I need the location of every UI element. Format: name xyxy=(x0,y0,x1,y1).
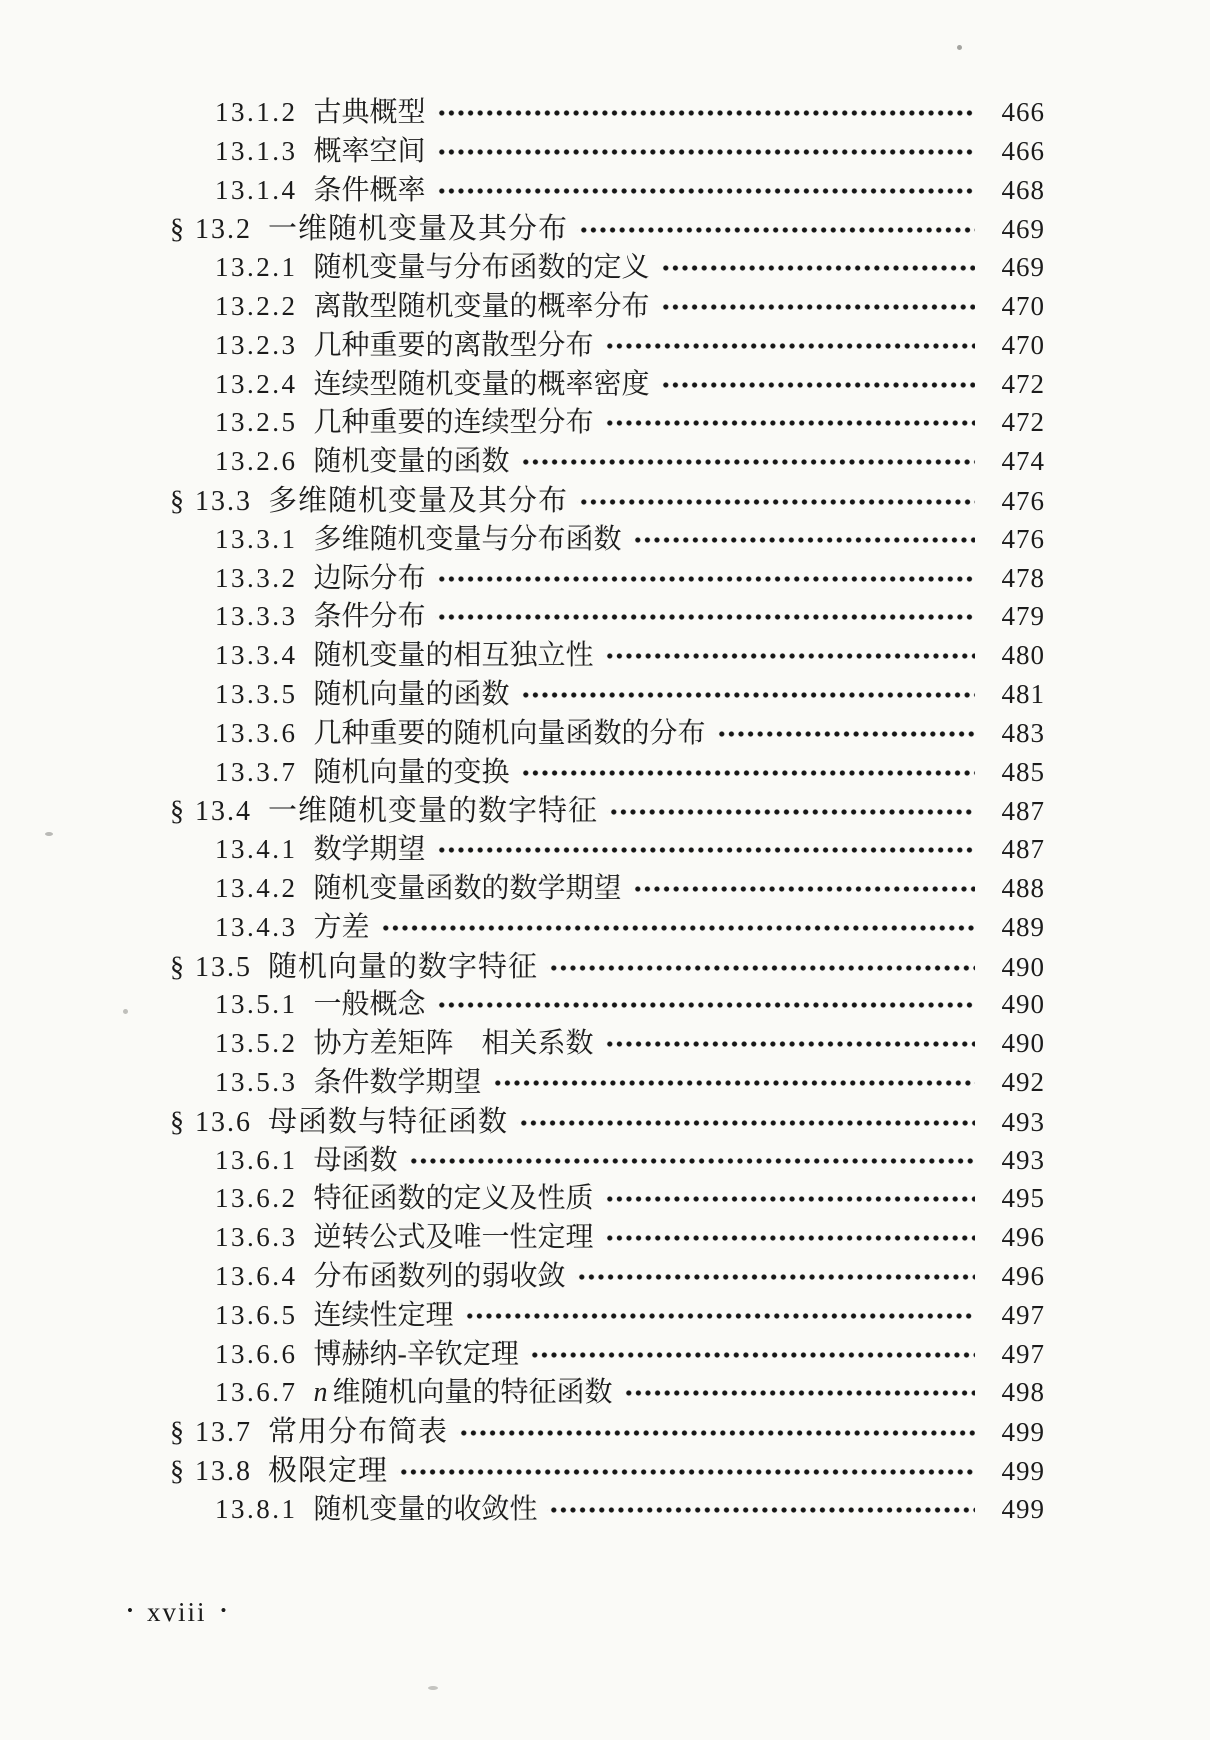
dot-leader xyxy=(577,494,975,510)
toc-entry xyxy=(0,1021,1045,1060)
dot-leader xyxy=(547,960,975,976)
toc-entry-number: 13.2.5 xyxy=(215,407,298,438)
toc-entry xyxy=(0,517,1045,556)
toc-entry xyxy=(0,672,1045,711)
toc-entry-title: 多维随机变量与分布函数 xyxy=(313,523,622,555)
toc-entry-number: 13.6.6 xyxy=(215,1338,298,1369)
toc-entry xyxy=(0,1293,1045,1332)
toc-entry-number: 13.3.4 xyxy=(215,640,298,671)
footer-left-bullet-icon: • xyxy=(127,1600,133,1620)
dot-leader xyxy=(603,648,975,664)
toc-entry-title: 数学期望 xyxy=(313,834,426,866)
toc-entry-number: 13.1.4 xyxy=(215,174,298,205)
toc-entry-page: 499 xyxy=(1001,1417,1045,1448)
toc-entry xyxy=(0,400,1045,439)
toc-entry-title: 几种重要的随机向量函数的分布 xyxy=(313,717,706,749)
toc-entry-number: 13.6.7 xyxy=(215,1377,298,1408)
toc-entry-title: 条件概率 xyxy=(313,174,426,206)
toc-entry-title: 常用分布简表 xyxy=(268,1416,449,1449)
dot-leader xyxy=(435,842,975,858)
toc-entry-page: 476 xyxy=(1001,523,1045,554)
toc-entry xyxy=(0,711,1045,750)
toc-entry-title: 随机变量函数的数学期望 xyxy=(313,872,622,904)
dot-leader xyxy=(575,1269,975,1285)
toc-entry-title: 母函数与特征函数 xyxy=(268,1105,509,1138)
dot-leader xyxy=(603,1230,975,1246)
toc-entry-page: 468 xyxy=(1001,174,1045,205)
toc-entry-page: 472 xyxy=(1001,407,1045,438)
toc-entry-page: 497 xyxy=(1001,1338,1045,1369)
toc-entry-title: 条件分布 xyxy=(313,601,426,633)
dot-leader xyxy=(603,1191,975,1207)
toc-entry-page: 499 xyxy=(1001,1493,1045,1524)
dot-leader xyxy=(407,1153,975,1169)
toc-entry-title: 逆转公式及唯一性定理 xyxy=(313,1222,594,1254)
toc-entry-number: 13.2.4 xyxy=(215,368,298,399)
dot-leader xyxy=(547,1502,975,1518)
toc-entry-page: 481 xyxy=(1001,678,1045,709)
toc-entry-title: 连续性定理 xyxy=(313,1299,454,1331)
toc-entry-title: 随机向量的函数 xyxy=(313,678,510,710)
dot-leader xyxy=(517,1115,975,1131)
dot-leader xyxy=(463,1308,975,1324)
dot-leader xyxy=(577,222,975,238)
dot-leader xyxy=(519,454,975,470)
toc-entry-title: 协方差矩阵 相关系数 xyxy=(313,1028,594,1060)
toc-entry-page: 472 xyxy=(1001,368,1045,399)
toc-entry-number: 13.4.2 xyxy=(215,872,298,903)
toc-entry xyxy=(0,1487,1045,1526)
toc-entry xyxy=(0,827,1045,866)
toc-entry xyxy=(0,1060,1045,1099)
italic-variable: n xyxy=(313,1377,328,1409)
dot-leader xyxy=(659,260,975,276)
toc-entry-title: 离散型随机变量的概率分布 xyxy=(313,290,650,322)
scan-speck xyxy=(957,45,962,50)
dot-leader xyxy=(435,183,975,199)
toc-entry-page: 466 xyxy=(1001,135,1045,166)
toc-entry-page: 496 xyxy=(1001,1222,1045,1253)
dot-leader xyxy=(659,299,975,315)
toc-entry xyxy=(0,982,1045,1021)
toc-entry xyxy=(0,944,1045,983)
toc-entry-number: § 13.5 xyxy=(170,951,252,983)
toc-entry-title: 边际分布 xyxy=(313,562,426,594)
toc-entry xyxy=(0,788,1045,827)
toc-entry-number: 13.1.3 xyxy=(215,135,298,166)
toc-entry xyxy=(0,206,1045,245)
footer-page-number: xviii xyxy=(146,1597,207,1627)
toc-entry-title: 母函数 xyxy=(313,1144,398,1176)
toc-entry-number: 13.6.1 xyxy=(215,1144,298,1175)
toc-entry-title: 方差 xyxy=(313,911,370,943)
dot-leader xyxy=(491,1075,975,1091)
toc-entry-page: 480 xyxy=(1001,640,1045,671)
toc-entry-title: 一般概念 xyxy=(313,989,426,1021)
scan-speck xyxy=(123,1009,128,1014)
toc-entry-title: 随机变量的收敛性 xyxy=(313,1493,538,1525)
toc-entry-number: 13.6.4 xyxy=(215,1260,298,1291)
toc-entry-number: 13.3.3 xyxy=(215,601,298,632)
toc-entry-page: 476 xyxy=(1001,485,1045,516)
toc-entry xyxy=(0,633,1045,672)
toc-entry-number: 13.3.7 xyxy=(215,756,298,787)
dot-leader xyxy=(603,338,975,354)
dot-leader xyxy=(631,881,975,897)
toc-entry-title: 极限定理 xyxy=(268,1454,389,1487)
toc-entry-number: 13.6.2 xyxy=(215,1183,298,1214)
toc-entry-number: 13.2.3 xyxy=(215,329,298,360)
toc-entry-page: 470 xyxy=(1001,290,1045,321)
toc-entry-number: 13.3.5 xyxy=(215,678,298,709)
toc-entry-title: 随机变量与分布函数的定义 xyxy=(313,252,650,284)
toc-entry-page: 499 xyxy=(1001,1455,1045,1486)
dot-leader xyxy=(715,726,975,742)
toc-entry-number: 13.2.2 xyxy=(215,290,298,321)
toc-entry xyxy=(0,323,1045,362)
toc-entry xyxy=(0,129,1045,168)
toc-entry-page: 490 xyxy=(1001,1028,1045,1059)
toc-entry-title: 一维随机变量的数字特征 xyxy=(268,795,599,828)
toc-entry-page: 469 xyxy=(1001,252,1045,283)
scan-speck xyxy=(45,832,53,836)
toc-entry-number: 13.5.1 xyxy=(215,989,298,1020)
toc-entry-title: 分布函数列的弱收敛 xyxy=(313,1260,566,1292)
dot-leader xyxy=(603,415,975,431)
toc-entry-page: 489 xyxy=(1001,911,1045,942)
toc-entry xyxy=(0,1332,1045,1371)
toc-entry-page: 469 xyxy=(1001,214,1045,245)
toc-entry-title: 概率空间 xyxy=(313,135,426,167)
dot-leader xyxy=(435,144,975,160)
toc-entry xyxy=(0,1138,1045,1177)
dot-leader xyxy=(397,1464,975,1480)
toc-entry-page: 488 xyxy=(1001,872,1045,903)
toc-entry xyxy=(0,594,1045,633)
toc-entry-page: 490 xyxy=(1001,989,1045,1020)
toc-entry-number: § 13.6 xyxy=(170,1106,252,1138)
toc-entry-page: 474 xyxy=(1001,446,1045,477)
toc-entry-number: 13.2.1 xyxy=(215,252,298,283)
toc-entry-page: 485 xyxy=(1001,756,1045,787)
toc-entry xyxy=(0,284,1045,323)
toc-entry xyxy=(0,1099,1045,1138)
toc-entry-number: § 13.2 xyxy=(170,214,252,246)
toc-entry-title: 条件数学期望 xyxy=(313,1066,482,1098)
dot-leader xyxy=(379,920,975,936)
toc-entry-page: 490 xyxy=(1001,951,1045,982)
toc-entry-title: 几种重要的离散型分布 xyxy=(313,329,594,361)
dot-leader xyxy=(519,687,975,703)
toc-entry-title: 特征函数的定义及性质 xyxy=(313,1183,594,1215)
toc-entry-title: 随机变量的相互独立性 xyxy=(313,640,594,672)
toc-entry xyxy=(0,90,1045,129)
toc-entry xyxy=(0,1254,1045,1293)
toc-entry-title: 几种重要的连续型分布 xyxy=(313,407,594,439)
toc-entry-page: 497 xyxy=(1001,1299,1045,1330)
toc-entry xyxy=(0,866,1045,905)
toc-entry-number: 13.8.1 xyxy=(215,1493,298,1524)
toc-entry-number: 13.3.2 xyxy=(215,562,298,593)
toc-entry-title: 多维随机变量及其分布 xyxy=(268,484,569,517)
toc-entry-number: 13.3.1 xyxy=(215,523,298,554)
toc-entry-title: 古典概型 xyxy=(313,97,426,128)
toc-entry-number: 13.4.3 xyxy=(215,911,298,942)
toc-entry xyxy=(0,478,1045,517)
toc-entry-page: 495 xyxy=(1001,1183,1045,1214)
dot-leader xyxy=(435,997,975,1013)
dot-leader xyxy=(607,804,975,820)
dot-leader xyxy=(519,765,975,781)
toc-entry-number: § 13.4 xyxy=(170,796,252,828)
toc-entry-number: 13.3.6 xyxy=(215,717,298,748)
toc-entry xyxy=(0,1409,1045,1448)
toc-entry-title: 博赫纳-辛钦定理 xyxy=(313,1338,519,1370)
toc-entry-page: 478 xyxy=(1001,562,1045,593)
toc-entry-page: 487 xyxy=(1001,796,1045,827)
dot-leader xyxy=(435,571,975,587)
footer-right-bullet-icon: • xyxy=(220,1600,227,1620)
toc-entry xyxy=(0,362,1045,401)
toc-entry-page: 487 xyxy=(1001,834,1045,865)
toc-entry xyxy=(0,1176,1045,1215)
toc-entry-page: 470 xyxy=(1001,329,1045,360)
toc-entry-page: 492 xyxy=(1001,1066,1045,1097)
toc-entry-number: 13.4.1 xyxy=(215,834,298,865)
dot-leader xyxy=(435,105,975,121)
toc-entry-number: 13.6.5 xyxy=(215,1299,298,1330)
toc-entry-title: n 维随机向量的特征函数 xyxy=(313,1377,613,1409)
dot-leader xyxy=(622,1385,975,1401)
toc-entry-page: 483 xyxy=(1001,717,1045,748)
toc-entry xyxy=(0,1370,1045,1409)
scan-speck xyxy=(428,1686,438,1690)
toc-entry-title: 随机向量的数字特征 xyxy=(268,950,539,983)
toc-entry-page: 479 xyxy=(1001,601,1045,632)
toc-entry xyxy=(0,905,1045,944)
toc-entry-number: 13.5.2 xyxy=(215,1028,298,1059)
dot-leader xyxy=(659,377,975,393)
toc-entry xyxy=(0,1448,1045,1487)
toc-entry-page: 493 xyxy=(1001,1144,1045,1175)
toc-entry-number: 13.5.3 xyxy=(215,1066,298,1097)
toc-entry-page: 466 xyxy=(1001,97,1045,127)
toc-entry xyxy=(0,439,1045,478)
toc-entry-title: 一维随机变量及其分布 xyxy=(268,213,569,246)
page-footer xyxy=(127,1597,226,1628)
dot-leader xyxy=(528,1347,975,1363)
toc-entry-page: 493 xyxy=(1001,1106,1045,1137)
toc-entry-title: 连续型随机变量的概率密度 xyxy=(313,368,650,400)
toc-list xyxy=(0,90,1210,1525)
toc-entry-page: 498 xyxy=(1001,1377,1045,1408)
toc-entry xyxy=(0,1215,1045,1254)
toc-entry xyxy=(0,168,1045,207)
toc-entry xyxy=(0,750,1045,789)
toc-entry-number: § 13.3 xyxy=(170,485,252,517)
toc-entry xyxy=(0,556,1045,595)
toc-entry-title: 随机变量的函数 xyxy=(313,446,510,478)
dot-leader xyxy=(435,609,975,625)
toc-entry xyxy=(0,245,1045,284)
dot-leader xyxy=(457,1425,975,1441)
dot-leader xyxy=(603,1036,975,1052)
toc-entry-number: § 13.8 xyxy=(170,1455,252,1487)
toc-entry-number: 13.1.2 xyxy=(215,97,298,127)
dot-leader xyxy=(631,532,975,548)
toc-entry-number: 13.6.3 xyxy=(215,1222,298,1253)
toc-entry-number: 13.2.6 xyxy=(215,446,298,477)
toc-entry-page: 496 xyxy=(1001,1260,1045,1291)
toc-entry-number: § 13.7 xyxy=(170,1417,252,1449)
toc-entry-title: 随机向量的变换 xyxy=(313,756,510,788)
